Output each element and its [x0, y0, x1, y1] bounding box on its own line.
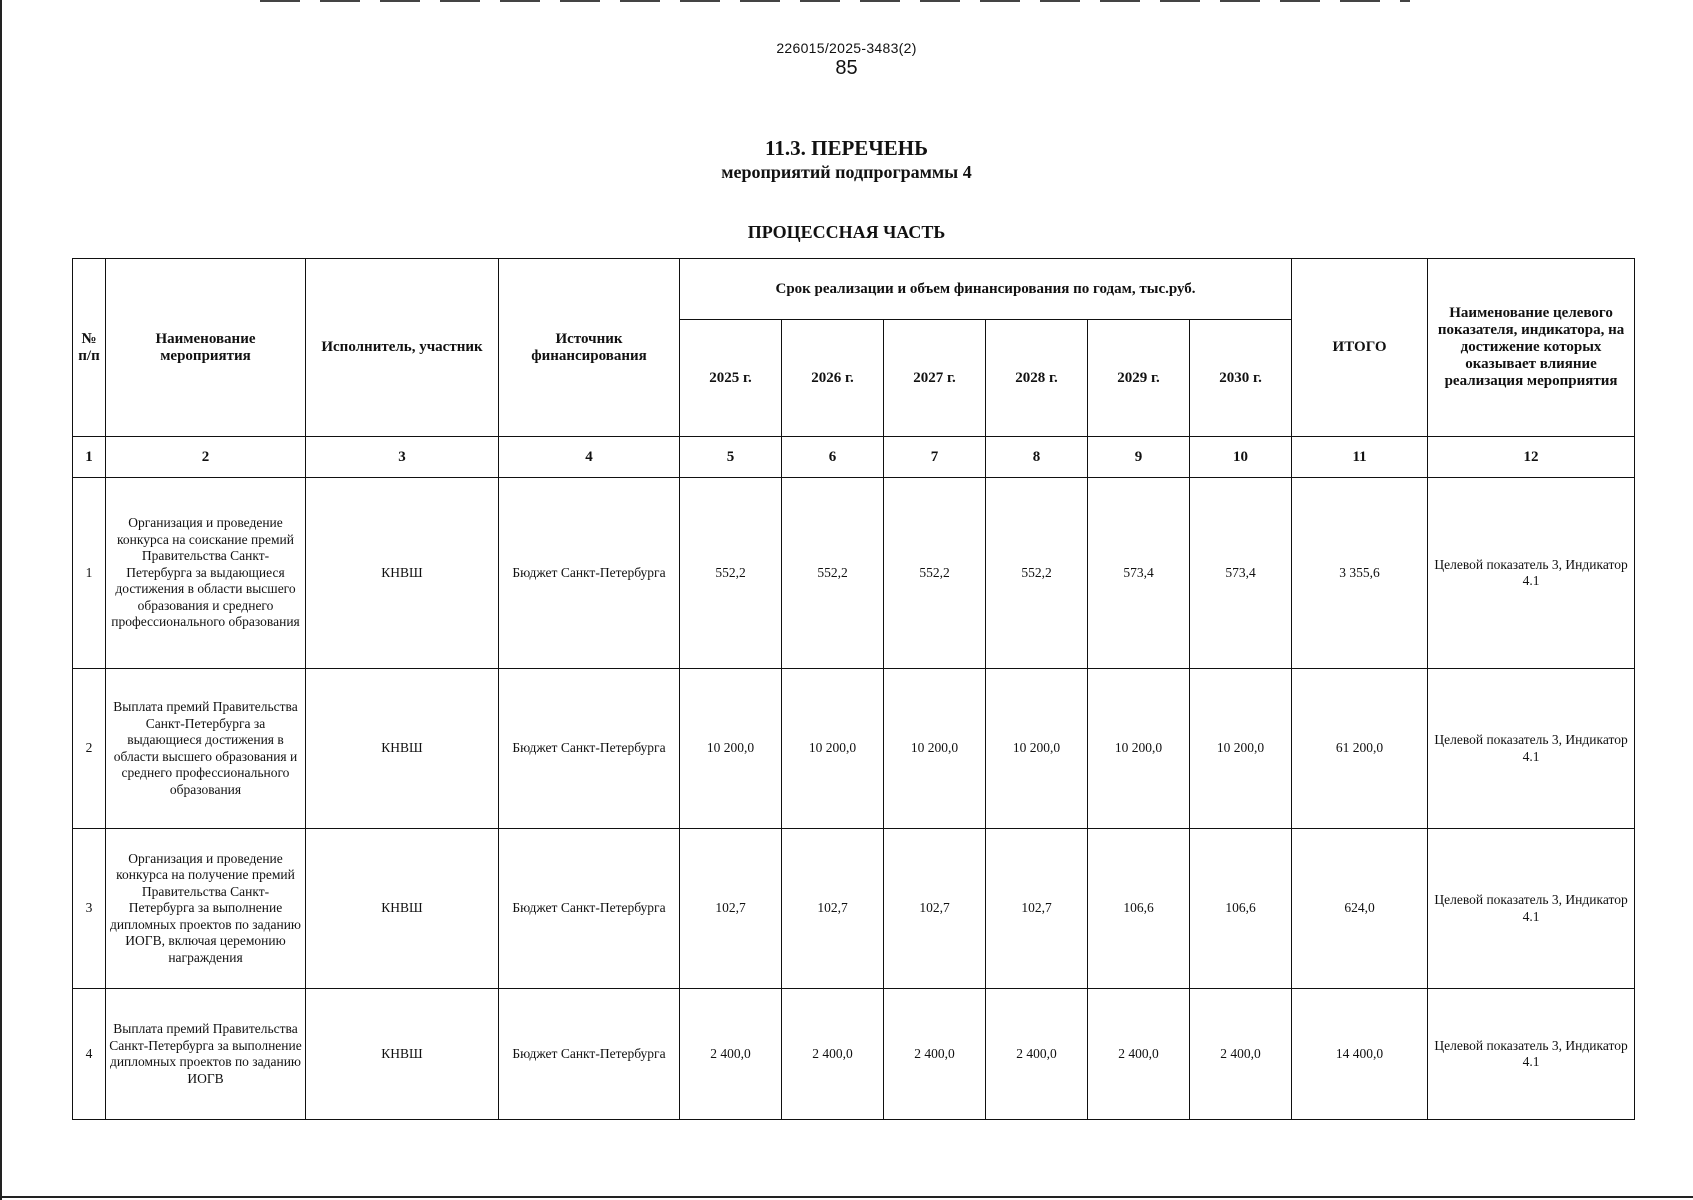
- indicator: Целевой показатель 3, Индикатор 4.1: [1428, 478, 1635, 669]
- funding-source: Бюджет Санкт-Петербурга: [499, 989, 680, 1120]
- year-value: 10 200,0: [782, 669, 884, 829]
- program-measures-table: [72, 258, 1635, 1120]
- header-total: ИТОГО: [1292, 259, 1428, 437]
- year-value: 102,7: [884, 829, 986, 989]
- page-number: 85: [835, 57, 858, 79]
- scan-border-bottom: [0, 1196, 1693, 1198]
- row-total: 14 400,0: [1292, 989, 1428, 1120]
- funding-source: Бюджет Санкт-Петербурга: [499, 478, 680, 669]
- measure-name: Организация и проведение конкурса на соискание премий Правительства Санкт-Петербурга за выдающиеся достижения в области высшего образования и среднего профессионального образования: [106, 478, 306, 669]
- header-executor: Исполнитель, участник: [306, 259, 499, 437]
- executor: КНВШ: [306, 829, 499, 989]
- header-year: 2025 г.: [680, 320, 782, 437]
- header-year: 2029 г.: [1088, 320, 1190, 437]
- year-value: 2 400,0: [1088, 989, 1190, 1120]
- indicator: Целевой показатель 3, Индикатор 4.1: [1428, 989, 1635, 1120]
- year-value: 106,6: [1088, 829, 1190, 989]
- year-value: 10 200,0: [1190, 669, 1292, 829]
- year-value: 106,6: [1190, 829, 1292, 989]
- year-value: 552,2: [884, 478, 986, 669]
- header-row-top: [73, 259, 1635, 320]
- year-value: 552,2: [782, 478, 884, 669]
- header-year: 2030 г.: [1190, 320, 1292, 437]
- scan-top-marks: [260, 0, 1410, 2]
- executor: КНВШ: [306, 478, 499, 669]
- column-number: 10: [1190, 437, 1292, 478]
- table-row: [73, 989, 1635, 1120]
- document-number: 226015/2025-3483(2): [776, 40, 917, 56]
- row-total: 3 355,6: [1292, 478, 1428, 669]
- year-value: 2 400,0: [782, 989, 884, 1120]
- table-row: [73, 669, 1635, 829]
- year-value: 10 200,0: [1088, 669, 1190, 829]
- header-indicator: Наименование целевого показателя, индикатора, на достижение которых оказывает влияние реализация мероприятия: [1428, 259, 1635, 437]
- column-number: 11: [1292, 437, 1428, 478]
- row-total: 624,0: [1292, 829, 1428, 989]
- section-title: ПРОЦЕССНАЯ ЧАСТЬ: [747, 222, 946, 242]
- column-number: 5: [680, 437, 782, 478]
- measure-name: Организация и проведение конкурса на получение премий Правительства Санкт-Петербурга за выполнение дипломных проектов по заданию ИОГВ, включая церемонию награждения: [106, 829, 306, 989]
- row-num: 2: [73, 669, 106, 829]
- column-number: 6: [782, 437, 884, 478]
- column-number: 1: [73, 437, 106, 478]
- funding-source: Бюджет Санкт-Петербурга: [499, 829, 680, 989]
- column-number: 4: [499, 437, 680, 478]
- executor: КНВШ: [306, 989, 499, 1120]
- document-subtitle: мероприятий подпрограммы 4: [721, 162, 972, 182]
- column-number-row: [73, 437, 1635, 478]
- year-value: 552,2: [680, 478, 782, 669]
- row-total: 61 200,0: [1292, 669, 1428, 829]
- header-year: 2026 г.: [782, 320, 884, 437]
- column-number: 12: [1428, 437, 1635, 478]
- header-period: Срок реализации и объем финансирования по годам, тыс.руб.: [680, 259, 1292, 320]
- year-value: 2 400,0: [986, 989, 1088, 1120]
- year-value: 2 400,0: [884, 989, 986, 1120]
- year-value: 2 400,0: [1190, 989, 1292, 1120]
- year-value: 552,2: [986, 478, 1088, 669]
- header-num: № п/п: [73, 259, 106, 437]
- header-name: Наименование мероприятия: [106, 259, 306, 437]
- year-value: 10 200,0: [680, 669, 782, 829]
- year-value: 10 200,0: [986, 669, 1088, 829]
- column-number: 3: [306, 437, 499, 478]
- year-value: 102,7: [986, 829, 1088, 989]
- header-year: 2028 г.: [986, 320, 1088, 437]
- indicator: Целевой показатель 3, Индикатор 4.1: [1428, 669, 1635, 829]
- header-year: 2027 г.: [884, 320, 986, 437]
- row-num: 4: [73, 989, 106, 1120]
- year-value: 2 400,0: [680, 989, 782, 1120]
- column-number: 9: [1088, 437, 1190, 478]
- measure-name: Выплата премий Правительства Санкт-Петербурга за выдающиеся достижения в области высшего образования и среднего профессионального образования: [106, 669, 306, 829]
- document-title: 11.3. ПЕРЕЧЕНЬ: [765, 136, 928, 160]
- column-number: 8: [986, 437, 1088, 478]
- column-number: 2: [106, 437, 306, 478]
- indicator: Целевой показатель 3, Индикатор 4.1: [1428, 829, 1635, 989]
- funding-source: Бюджет Санкт-Петербурга: [499, 669, 680, 829]
- year-value: 102,7: [782, 829, 884, 989]
- header-source: Источник финансирования: [499, 259, 680, 437]
- column-number: 7: [884, 437, 986, 478]
- year-value: 573,4: [1190, 478, 1292, 669]
- table-row: [73, 829, 1635, 989]
- row-num: 1: [73, 478, 106, 669]
- row-num: 3: [73, 829, 106, 989]
- year-value: 10 200,0: [884, 669, 986, 829]
- executor: КНВШ: [306, 669, 499, 829]
- measure-name: Выплата премий Правительства Санкт-Петербурга за выполнение дипломных проектов по заданию ИОГВ: [106, 989, 306, 1120]
- table-row: [73, 478, 1635, 669]
- year-value: 573,4: [1088, 478, 1190, 669]
- year-value: 102,7: [680, 829, 782, 989]
